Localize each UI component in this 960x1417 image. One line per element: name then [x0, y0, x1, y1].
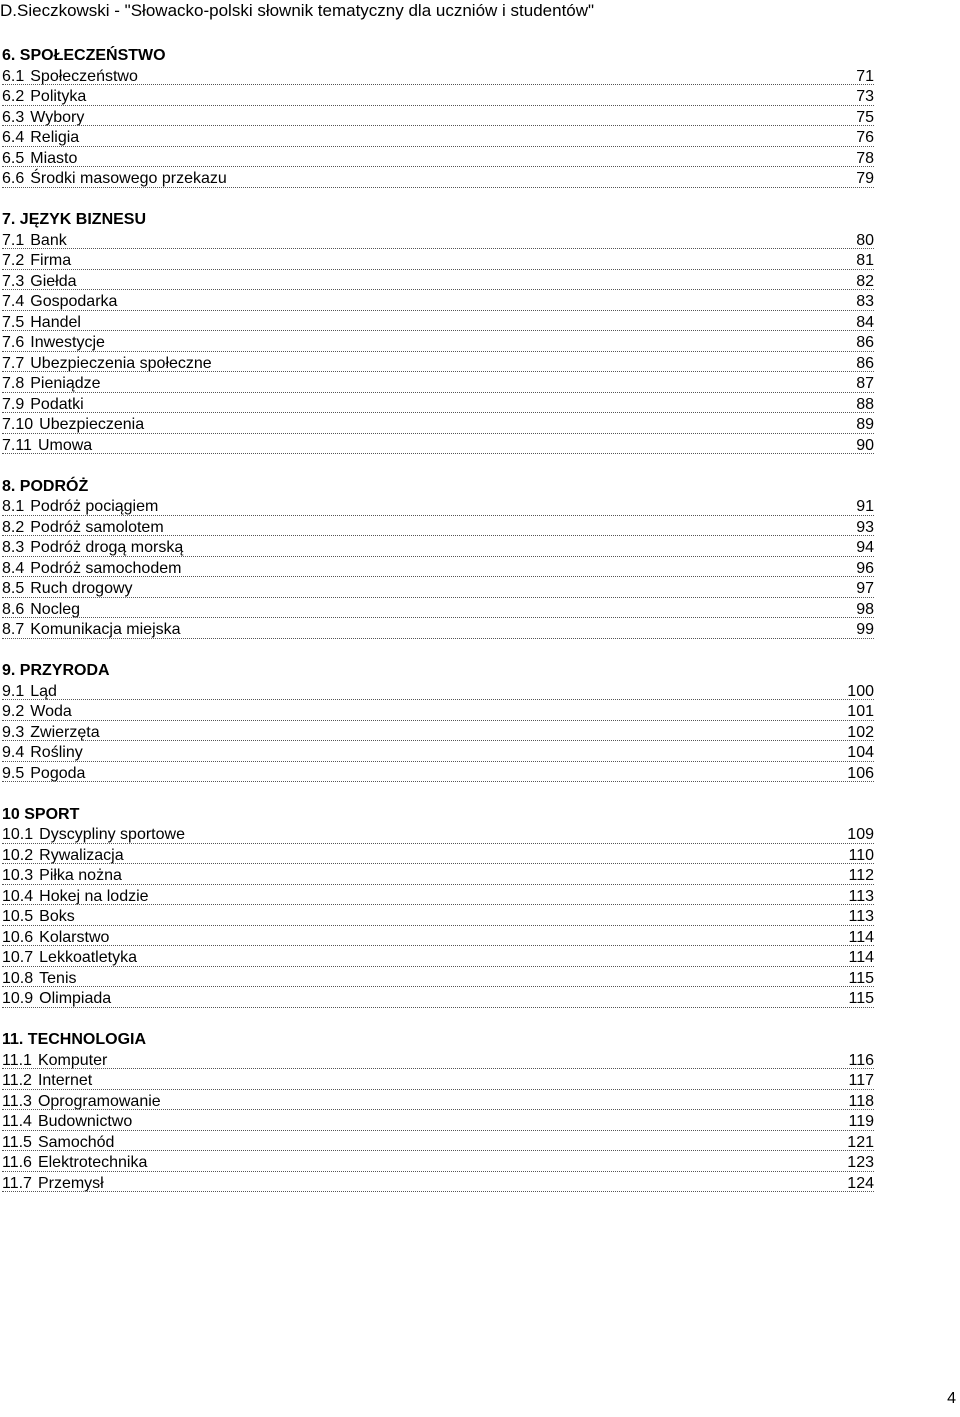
entry-page: 88 — [856, 395, 874, 413]
section-title: 11. TECHNOLOGIA — [2, 1031, 147, 1048]
entry-title: Podatki — [30, 395, 84, 413]
section-spacer — [2, 456, 874, 477]
toc-entry — [2, 128, 874, 149]
entry-page: 106 — [847, 764, 874, 782]
dot-leader — [2, 925, 874, 926]
dot-leader — [2, 187, 874, 188]
entry-title: Podróż pociągiem — [30, 498, 159, 515]
entry-title: Miasto — [30, 149, 78, 167]
toc-entry — [2, 702, 874, 723]
toc-entry — [2, 969, 874, 990]
toc-entry — [2, 272, 874, 293]
entry-page: 79 — [856, 170, 874, 187]
toc-entry — [2, 1174, 874, 1195]
dot-leader — [2, 576, 874, 577]
entry-page: 117 — [848, 1072, 874, 1089]
entry-page: 112 — [848, 867, 874, 884]
entry-number: 7.4 — [2, 293, 25, 310]
entry-page: 93 — [856, 518, 874, 536]
toc-entry — [2, 231, 874, 252]
dot-leader — [2, 597, 874, 598]
entry-title: Rośliny — [30, 744, 83, 761]
entry-title: Hokej na lodzie — [39, 887, 149, 905]
entry-title: Wybory — [30, 108, 85, 126]
entry-title: Gospodarka — [30, 293, 118, 310]
entry-page: 82 — [856, 272, 874, 290]
toc-entry — [2, 559, 874, 580]
entry-title: Umowa — [37, 436, 93, 454]
dot-leader — [2, 556, 874, 557]
section-spacer — [2, 641, 874, 662]
section-title: 8. PODRÓŻ — [2, 477, 89, 495]
entry-number: 7.3 — [2, 272, 25, 290]
entry-page: 86 — [856, 334, 874, 351]
dot-leader — [2, 1068, 874, 1069]
entry-number: 9.1 — [2, 682, 25, 700]
entry-number: 10.9 — [2, 990, 34, 1007]
dot-leader — [2, 1130, 874, 1131]
entry-title: Giełda — [30, 272, 77, 290]
entry-title: Pogoda — [30, 764, 86, 782]
entry-page: 84 — [856, 313, 874, 331]
toc-entry — [2, 415, 874, 436]
toc-entry — [2, 620, 874, 641]
entry-title: Inwestycje — [30, 334, 105, 351]
dot-leader — [2, 125, 874, 126]
dot-leader — [2, 1109, 874, 1110]
dot-leader — [2, 863, 874, 864]
entry-number: 8.6 — [2, 600, 25, 618]
entry-number: 7.9 — [2, 395, 25, 413]
toc-entry — [2, 743, 874, 764]
entry-number: 10.7 — [2, 949, 34, 966]
dot-leader — [2, 146, 874, 147]
entry-title: Budownictwo — [37, 1113, 133, 1130]
entry-page: 116 — [848, 1051, 874, 1069]
toc-entry — [2, 1112, 874, 1133]
entry-page: 98 — [856, 600, 874, 618]
entry-title: Komunikacja miejska — [30, 621, 181, 638]
dot-leader — [2, 105, 874, 106]
toc-section — [2, 805, 874, 1010]
entry-title: Ubezpieczenia społeczne — [30, 354, 212, 372]
dot-leader — [2, 310, 874, 311]
entry-page: 124 — [847, 1174, 874, 1192]
entry-number: 6.5 — [2, 149, 25, 167]
dot-leader — [2, 1150, 874, 1151]
entry-title: Religia — [30, 129, 80, 146]
entry-page: 123 — [847, 1154, 874, 1171]
dot-leader — [2, 392, 874, 393]
toc-section — [2, 46, 874, 190]
toc-entry — [2, 149, 874, 170]
entry-title: Boks — [39, 908, 75, 925]
entry-page: 101 — [847, 703, 874, 720]
entry-page: 109 — [847, 826, 874, 843]
entry-page: 99 — [856, 621, 874, 638]
entry-page: 83 — [856, 293, 874, 310]
entry-page: 97 — [856, 580, 874, 597]
entry-title: Nocleg — [30, 600, 81, 618]
toc-entry — [2, 538, 874, 559]
entry-page: 114 — [848, 928, 874, 946]
dot-leader — [2, 781, 874, 782]
toc-entry — [2, 948, 874, 969]
entry-title: Olimpiada — [39, 990, 112, 1007]
dot-leader — [2, 453, 874, 454]
dot-leader — [2, 84, 874, 85]
entry-title: Kolarstwo — [39, 928, 110, 946]
entry-title: Bank — [30, 231, 67, 249]
entry-number: 6.3 — [2, 108, 25, 126]
entry-page: 90 — [856, 436, 874, 454]
entry-number: 8.2 — [2, 518, 25, 536]
entry-page: 75 — [856, 108, 874, 126]
entry-number: 10.3 — [2, 867, 34, 884]
entry-title: Podróż samolotem — [30, 518, 164, 536]
entry-page: 73 — [856, 88, 874, 105]
dot-leader — [2, 248, 874, 249]
dot-leader — [2, 761, 874, 762]
entry-page: 91 — [856, 498, 874, 515]
toc-entry — [2, 764, 874, 785]
entry-number: 10.8 — [2, 969, 34, 987]
entry-number: 8.4 — [2, 559, 25, 577]
toc-section — [2, 661, 874, 784]
section-spacer — [2, 784, 874, 805]
entry-title: Podróż samochodem — [30, 559, 182, 577]
toc-entry — [2, 825, 874, 846]
dot-leader — [2, 740, 874, 741]
entry-number: 9.4 — [2, 744, 25, 761]
entry-number: 7.11 — [2, 436, 32, 454]
entry-number: 7.5 — [2, 313, 25, 331]
toc-entry — [2, 313, 874, 334]
entry-title: Komputer — [37, 1051, 108, 1069]
toc-entry — [2, 436, 874, 457]
entry-number: 6.4 — [2, 129, 25, 146]
entry-number: 9.2 — [2, 703, 25, 720]
entry-title: Tenis — [39, 969, 77, 987]
entry-title: Lekkoatletyka — [39, 949, 137, 966]
entry-number: 11.2 — [2, 1072, 32, 1089]
entry-title: Woda — [30, 703, 72, 720]
toc-entry — [2, 169, 874, 190]
dot-leader — [2, 904, 874, 905]
entry-number: 7.10 — [2, 416, 34, 433]
entry-title: Ruch drogowy — [30, 580, 133, 597]
toc-entry — [2, 333, 874, 354]
entry-page: 94 — [856, 539, 874, 556]
dot-leader — [2, 843, 874, 844]
entry-title: Ląd — [30, 682, 57, 700]
entry-title: Oprogramowanie — [37, 1092, 161, 1110]
entry-page: 119 — [848, 1113, 874, 1130]
dot-leader — [2, 617, 874, 618]
entry-number: 11.4 — [2, 1113, 32, 1130]
dot-leader — [2, 412, 874, 413]
dot-leader — [2, 351, 874, 352]
entry-number: 11.3 — [2, 1092, 32, 1110]
entry-page: 104 — [847, 744, 874, 761]
dot-leader — [2, 699, 874, 700]
dot-leader — [2, 289, 874, 290]
entry-title: Handel — [30, 313, 81, 331]
dot-leader — [2, 269, 874, 270]
toc-entry — [2, 989, 874, 1010]
toc-entry — [2, 682, 874, 703]
toc-entry — [2, 354, 874, 375]
entry-title: Społeczeństwo — [30, 67, 138, 85]
running-header: D.Sieczkowski - "Słowacko-polski słownik tematyczny dla uczniów i studentów" — [0, 1, 595, 20]
entry-title: Polityka — [30, 88, 87, 105]
table-of-contents — [2, 46, 874, 1194]
dot-leader — [2, 433, 874, 434]
entry-title: Zwierzęta — [30, 723, 100, 741]
entry-number: 7.1 — [2, 231, 25, 249]
entry-page: 87 — [856, 375, 874, 392]
dot-leader — [2, 1089, 874, 1090]
dot-leader — [2, 720, 874, 721]
entry-page: 115 — [848, 969, 874, 987]
toc-entry — [2, 1071, 874, 1092]
entry-page: 113 — [848, 908, 874, 925]
entry-number: 8.3 — [2, 539, 25, 556]
entry-number: 7.6 — [2, 334, 25, 351]
toc-entry — [2, 497, 874, 518]
section-title: 7. JĘZYK BIZNESU — [2, 211, 147, 228]
entry-number: 10.1 — [2, 826, 34, 843]
entry-title: Firma — [30, 252, 72, 269]
entry-title: Środki masowego przekazu — [30, 170, 227, 187]
entry-page: 100 — [847, 682, 874, 700]
entry-page: 102 — [847, 723, 874, 741]
entry-number: 10.6 — [2, 928, 34, 946]
entry-number: 9.5 — [2, 764, 25, 782]
entry-page: 114 — [848, 949, 874, 966]
entry-number: 10.4 — [2, 887, 34, 905]
dot-leader — [2, 1191, 874, 1192]
entry-number: 8.5 — [2, 580, 25, 597]
entry-number: 11.7 — [2, 1174, 32, 1192]
dot-leader — [2, 515, 874, 516]
toc-entry — [2, 1051, 874, 1072]
entry-title: Podróż drogą morską — [30, 539, 184, 556]
dot-leader — [2, 966, 874, 967]
toc-entry — [2, 292, 874, 313]
dot-leader — [2, 884, 874, 885]
dot-leader — [2, 1171, 874, 1172]
section-title: 9. PRZYRODA — [2, 662, 110, 679]
entry-page: 115 — [848, 990, 874, 1007]
entry-number: 6.1 — [2, 67, 25, 85]
entry-page: 121 — [847, 1133, 874, 1151]
entry-number: 11.5 — [2, 1133, 32, 1151]
toc-entry — [2, 1092, 874, 1113]
dot-leader — [2, 1007, 874, 1008]
dot-leader — [2, 330, 874, 331]
section-title: 10 SPORT — [2, 805, 80, 823]
entry-number: 10.5 — [2, 908, 34, 925]
entry-page: 96 — [856, 559, 874, 577]
dot-leader — [2, 945, 874, 946]
toc-entry — [2, 846, 874, 867]
toc-entry — [2, 67, 874, 88]
toc-entry — [2, 887, 874, 908]
entry-number: 7.2 — [2, 252, 25, 269]
entry-page: 89 — [856, 416, 874, 433]
toc-entry — [2, 723, 874, 744]
entry-title: Elektrotechnika — [37, 1154, 148, 1171]
entry-page: 76 — [856, 129, 874, 146]
toc-entry — [2, 866, 874, 887]
toc-section — [2, 210, 874, 456]
section-title: 6. SPOŁECZEŃSTWO — [2, 47, 166, 64]
entry-title: Przemysł — [37, 1174, 104, 1192]
entry-title: Piłka nożna — [39, 867, 122, 884]
toc-entry — [2, 108, 874, 129]
entry-page: 71 — [856, 67, 874, 85]
entry-page: 118 — [848, 1092, 874, 1110]
dot-leader — [2, 986, 874, 987]
entry-number: 8.1 — [2, 498, 25, 515]
dot-leader — [2, 535, 874, 536]
entry-page: 81 — [856, 252, 874, 269]
entry-number: 6.6 — [2, 170, 25, 187]
entry-number: 10.2 — [2, 846, 34, 864]
toc-entry — [2, 395, 874, 416]
entry-page: 110 — [848, 846, 874, 864]
entry-title: Internet — [37, 1072, 93, 1089]
dot-leader — [2, 638, 874, 639]
entry-title: Samochód — [37, 1133, 115, 1151]
entry-title: Dyscypliny sportowe — [39, 826, 185, 843]
toc-entry — [2, 1153, 874, 1174]
toc-section — [2, 477, 874, 641]
dot-leader — [2, 166, 874, 167]
toc-entry — [2, 374, 874, 395]
entry-page: 78 — [856, 149, 874, 167]
toc-entry — [2, 1133, 874, 1154]
entry-number: 7.7 — [2, 354, 25, 372]
toc-entry — [2, 579, 874, 600]
entry-page: 80 — [856, 231, 874, 249]
entry-number: 8.7 — [2, 621, 25, 638]
dot-leader — [2, 371, 874, 372]
entry-number: 7.8 — [2, 375, 25, 392]
entry-number: 11.6 — [2, 1154, 32, 1171]
toc-section — [2, 1030, 874, 1194]
entry-number: 11.1 — [2, 1051, 32, 1069]
toc-entry — [2, 600, 874, 621]
toc-entry — [2, 928, 874, 949]
entry-page: 86 — [856, 354, 874, 372]
toc-entry — [2, 518, 874, 539]
toc-entry — [2, 87, 874, 108]
entry-page: 113 — [848, 887, 874, 905]
entry-number: 6.2 — [2, 88, 25, 105]
toc-entry — [2, 251, 874, 272]
entry-title: Rywalizacja — [39, 846, 124, 864]
section-spacer — [2, 1010, 874, 1031]
section-spacer — [2, 190, 874, 211]
entry-number: 9.3 — [2, 723, 25, 741]
page-number: 4 — [947, 1390, 956, 1407]
entry-title: Ubezpieczenia — [39, 416, 145, 433]
entry-title: Pieniądze — [30, 375, 101, 392]
toc-entry — [2, 907, 874, 928]
